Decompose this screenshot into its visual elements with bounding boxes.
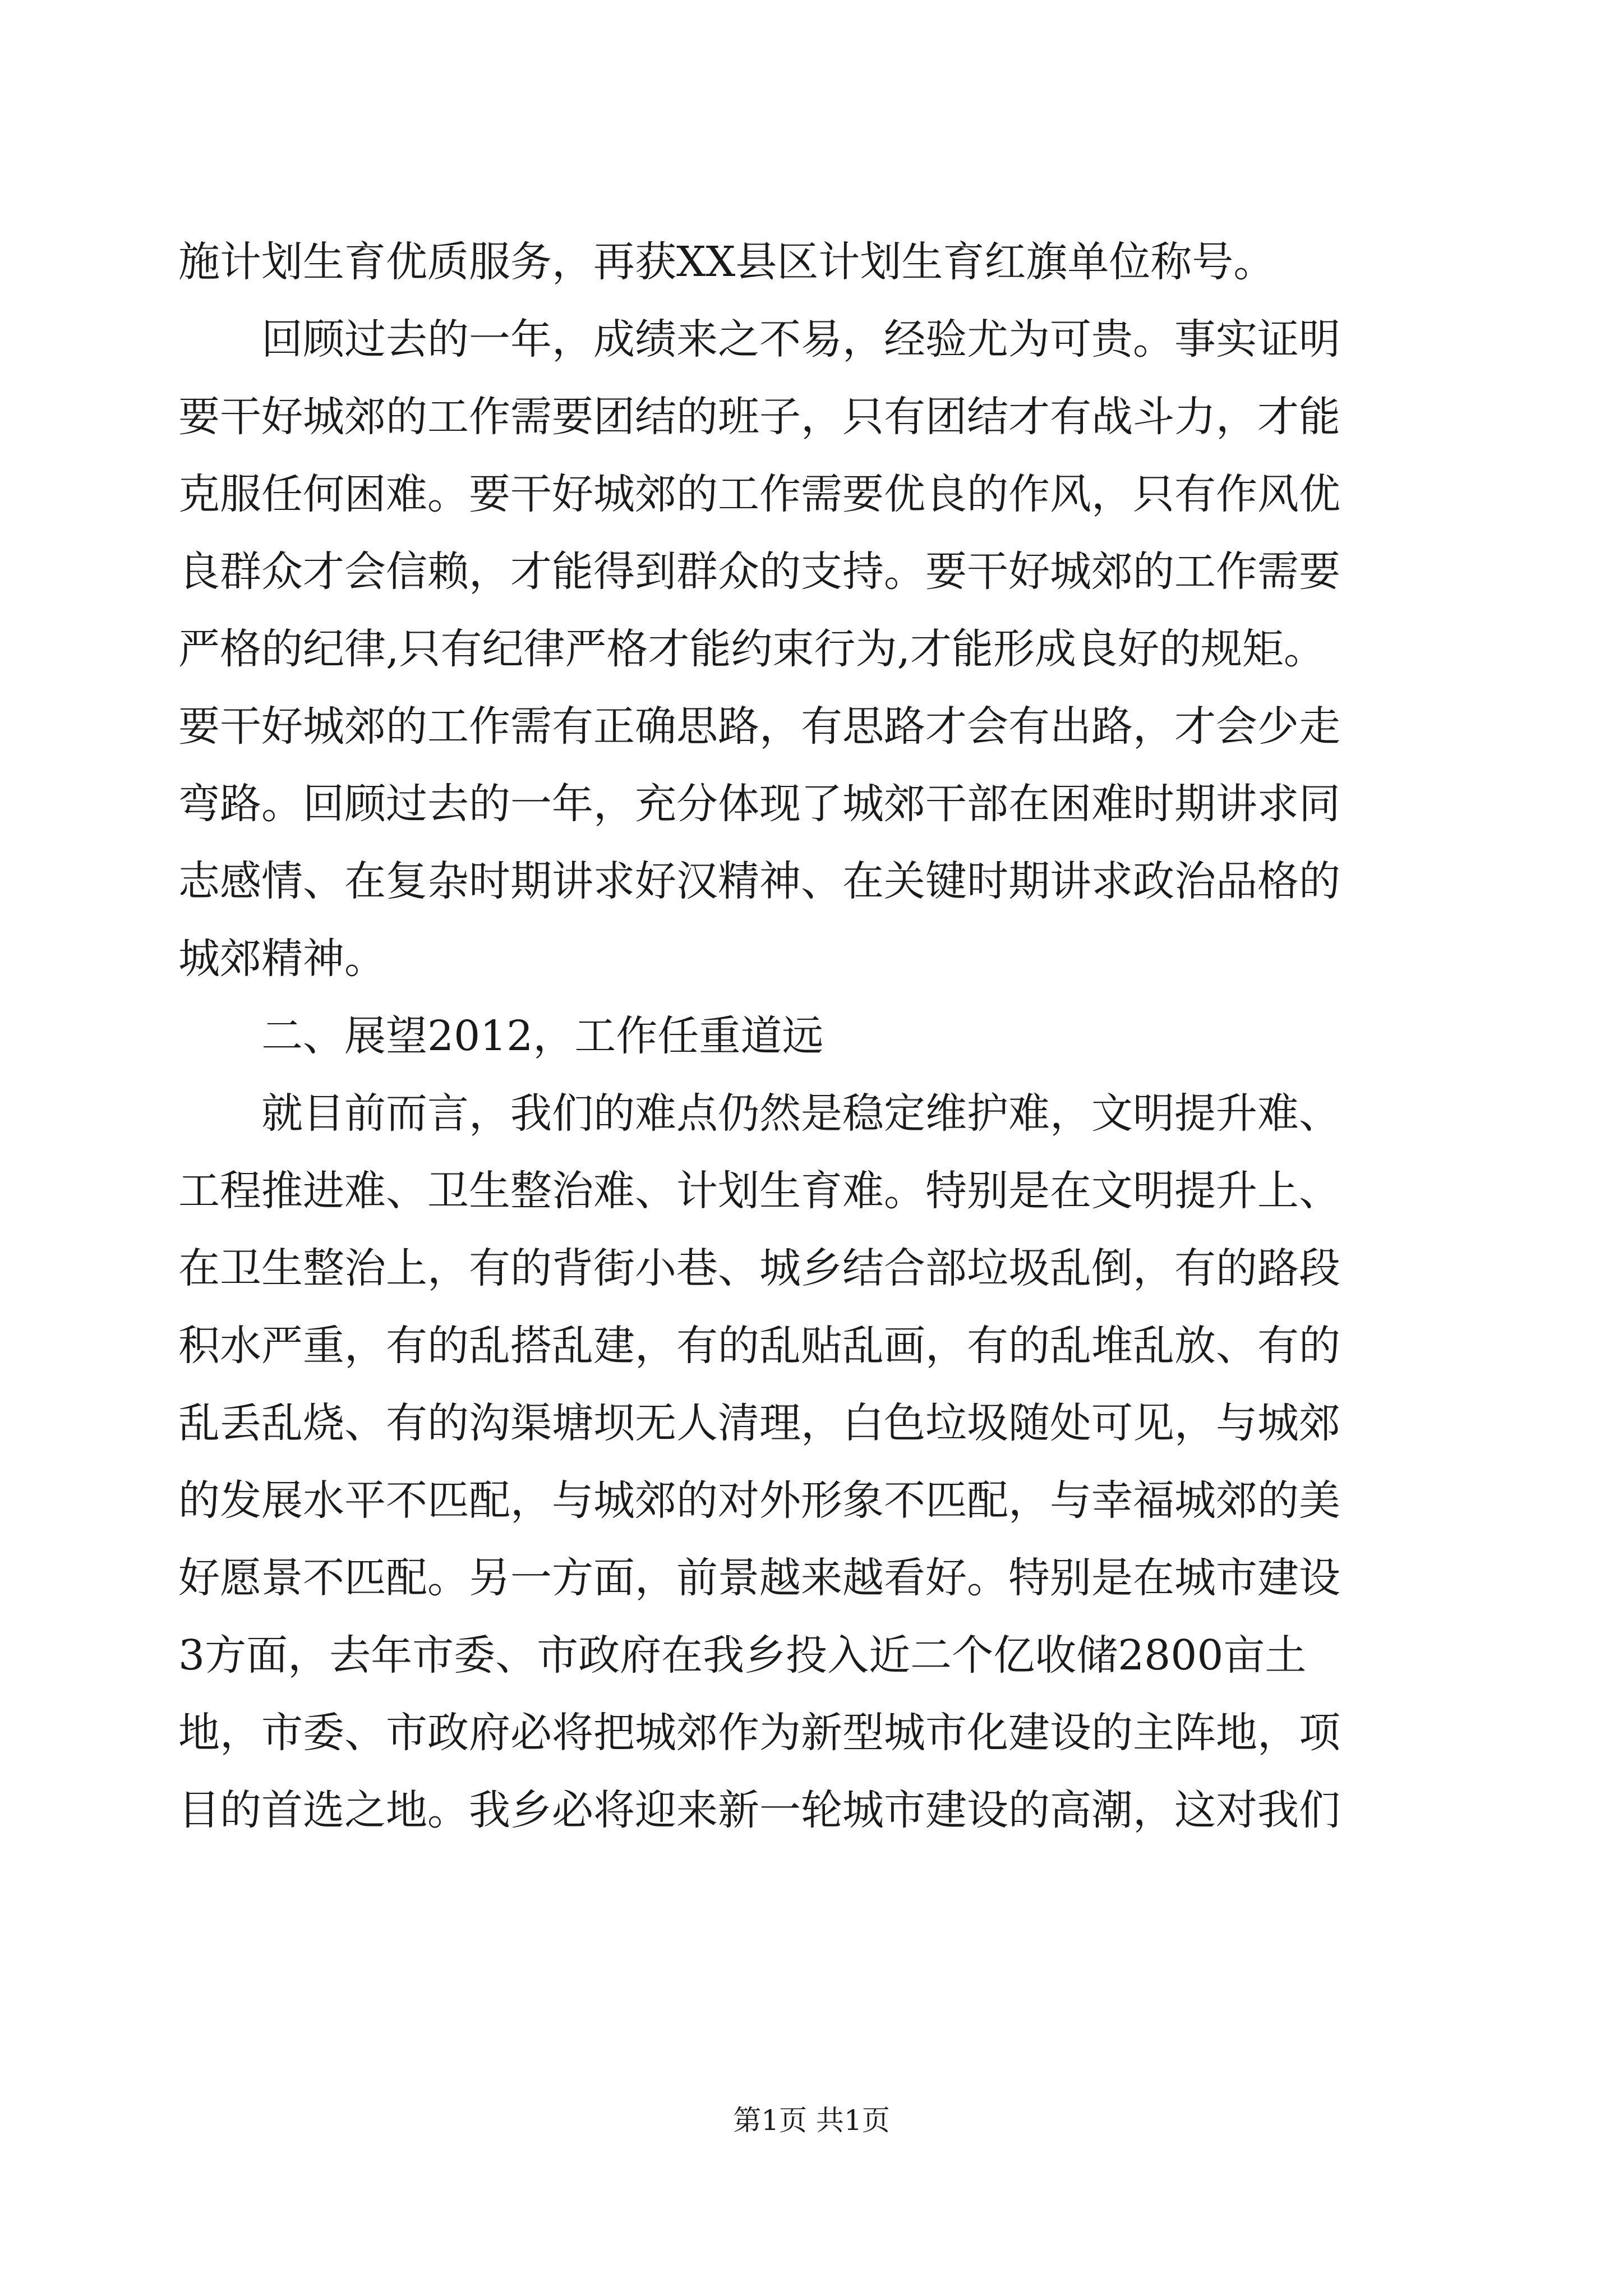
text-line: 要干好城郊的工作需要团结的班子，只有团结才有战斗力，才能 bbox=[178, 393, 1340, 441]
text-line: 乱丢乱烧、有的沟渠塘坝无人清理，白色垃圾随处可见，与城郊 bbox=[178, 1399, 1340, 1447]
text-line: 目的首选之地。我乡必将迎来新一轮城市建设的高潮，这对我们 bbox=[178, 1786, 1340, 1834]
text-line: 回顾过去的一年，成绩来之不易，经验尤为可贵。事实证明 bbox=[178, 315, 1340, 364]
text-line: 城郊精神。 bbox=[178, 935, 386, 983]
text-line: 要干好城郊的工作需有正确思路，有思路才会有出路，才会少走 bbox=[178, 702, 1340, 751]
text-line: 弯路。回顾过去的一年，充分体现了城郊干部在困难时期讲求同 bbox=[178, 780, 1340, 828]
text-line: 在卫生整治上，有的背街小巷、城乡结合部垃圾乱倒，有的路段 bbox=[178, 1244, 1340, 1292]
text-line: 克服任何困难。要干好城郊的工作需要优良的作风，只有作风优 bbox=[178, 470, 1340, 518]
text-line: 的发展水平不匹配，与城郊的对外形象不匹配，与幸福城郊的美 bbox=[178, 1476, 1340, 1525]
section-heading: 二、展望2012，工作任重道远 bbox=[178, 1012, 824, 1060]
text-line: 良群众才会信赖，才能得到群众的支持。要干好城郊的工作需要 bbox=[178, 547, 1340, 596]
text-line: 好愿景不匹配。另一方面，前景越来越看好。特别是在城市建设 bbox=[178, 1554, 1340, 1602]
page-footer: 第1页 共1页 bbox=[733, 2104, 890, 2137]
text-line: 严格的纪律,只有纪律严格才能约束行为,才能形成良好的规矩。 bbox=[178, 625, 1326, 673]
text-line: 3方面，去年市委、市政府在我乡投入近二个亿收储2800亩土 bbox=[178, 1631, 1307, 1680]
text-line: 工程推进难、卫生整治难、计划生育难。特别是在文明提升上、 bbox=[178, 1167, 1340, 1215]
text-line: 积水严重，有的乱搭乱建，有的乱贴乱画，有的乱堆乱放、有的 bbox=[178, 1322, 1340, 1370]
text-line: 施计划生育优质服务，再获XX县区计划生育红旗单位称号。 bbox=[178, 238, 1275, 286]
text-line: 地，市委、市政府必将把城郊作为新型城市化建设的主阵地，项 bbox=[178, 1709, 1340, 1757]
text-line: 就目前而言，我们的难点仍然是稳定维护难，文明提升难、 bbox=[178, 1089, 1340, 1138]
text-line: 志感情、在复杂时期讲求好汉精神、在关键时期讲求政治品格的 bbox=[178, 857, 1340, 905]
